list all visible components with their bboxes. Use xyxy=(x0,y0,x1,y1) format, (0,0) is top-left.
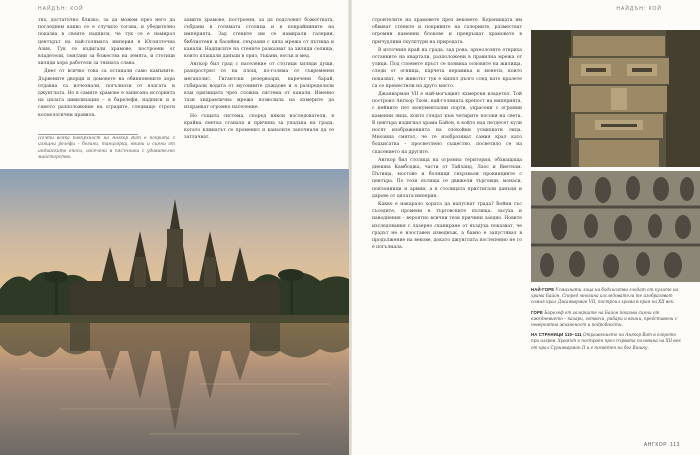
caption-label: НАЙ-ГОРЕ xyxy=(531,287,555,292)
caption-text: Отражението на Ангкор Ват в езерото при изгрев. Храмът е построен през първата половина на XII век от крал Сурияварман II и е посветен на бог Вишну. xyxy=(531,332,681,350)
paragraph: тях, достатъчно близко, за да можем през него да погледнем какво се е случило тогава, и убедително показва в своите надписи, че тук се е намирал центърът на най-голямата империя в Югоизточна Азия. Тук се издигали храмове, построени от владетели, смятани за божества на земята, и стотици хиляди хора работели за тяхната слава. xyxy=(38,18,175,67)
angkor-wat-image xyxy=(0,169,349,455)
caption-text: Усмихнати лица на бодхисатва гледат от кулите на храма Байон. Според мнозина изследователи те изобразяват самия крал Джаяварман VII, построил храма в края на XII век. xyxy=(531,287,679,305)
bas-relief-photo xyxy=(531,171,700,282)
bayon-face-photo xyxy=(531,30,700,167)
right-column xyxy=(372,17,522,449)
bas-relief-image xyxy=(531,171,700,282)
running-head-left: НАЙДЪН: КОЙ xyxy=(38,6,84,12)
paragraph: В източния край на града, зад рова, археолозите откриха останките на квартали, разположени в правилна мрежа от улици. Под слоевете пръст се появиха основите на жилища, следи от огнища, парчета керамика и монети, които показват, че животът тук е кипял дълго след като кралете са се преместили на друго място. xyxy=(372,47,522,89)
paragraph: Но същата система, според някои изследователи, в крайна сметка станала и причина за упадъка на града, когато климатът се променил и каналите започнали да се затлачват. xyxy=(184,113,334,141)
caption-text: Барелеф от галериите на Байон показва сцени от ежедневието – пазари, готвачи, рибари и воини, представени с невероятна жизненост и подробности. xyxy=(531,309,678,328)
paragraph: строителите на храмовете през вековете. Коренищата им обвиват стените и покривите на галериите, разместват огромни каменни блокове и превръщат храмовете в причудливи скулптури на природата. xyxy=(372,18,522,45)
paragraph: Джаяварман VII е най-могъщият кхмерски владетел. Той построил Ангкор Тхом, най-голямата крепост на империята, с нейните пет монументални порти, украсени с огромни каменни лица, които гледат към четирите посоки на света. В центъра издигнал храма Байон, в който над петдесет кули носят изображенията на спокойни усмихнати лица. Мнозина смятат, че те изобразяват самия крал като бодхисатва – просветлено същество, посветило се на спасението на другите. xyxy=(372,92,522,155)
caption-rule xyxy=(38,134,138,135)
page-folio xyxy=(644,442,680,448)
left-caption: Почти всяка повърхност на Ангкор Ват е покрита с изящни релефи – богини, танцьорки, воини и сцени от индийските епоси, изсечени в пясъчника с удивително майсторство. xyxy=(38,136,175,161)
stone-face-image xyxy=(531,30,700,167)
caption-top xyxy=(531,287,681,306)
page-number: 113 xyxy=(670,442,680,448)
paragraph: Какво е накарало хората да напуснат града? Войни със съседите, промени в търговските пътища, засуха и наводнения – вероятно всички тези причини заедно. Новите изследования с лазерно сканиране от въздуха показват, че градът не е изоставен изведнъж, а бавно е запустявал в продължение на векове, докато джунглата постепенно не го е погълнала. xyxy=(372,202,522,251)
left-column-1 xyxy=(38,17,175,133)
caption-above xyxy=(531,310,681,329)
caption-spread xyxy=(531,332,681,351)
folio-label: АНГКОР xyxy=(643,442,668,448)
running-head-right: НАЙДЪН: КОЙ xyxy=(616,6,662,12)
paragraph: Ангкор бил столица на огромна територия, обхващаща днешна Камбоджа, части от Тайланд, Лаос и Виетнам. Пътища, мостове и болници свързвали провинциите с центъра. По тези пътища се движели търговци, монаси, поклонници и армии, а в столицата пристигали данъци и дарове от цялата империя. xyxy=(372,157,522,199)
paragraph: ахмите храмове, построени, за да подслонят божествата, събрани в голямата столица и в покрайнините на империята. Зад стените им се намирали галерии, библиотеки и басейни, свързани с цяла мрежа от пътища и канали. Надписите на стените разказват за хиляди селища, които плащали данъци в ориз, тъкани, восък и мед. xyxy=(184,18,334,60)
left-column-2 xyxy=(184,17,334,167)
photo-captions xyxy=(531,287,681,355)
paragraph: Ангкор бил град с население от стотици хиляди души, разпрострял се на площ, по-голяма от съвременен мегаполис. Гигантски резервоари, наречени барай, събирали водата от мусонните дъждове и я разпределяли към оризищата чрез сложна система от канали. Именно тази хидравлична мрежа позволила на кхмерите да изхранват огромно население. xyxy=(184,62,334,111)
angkor-wat-photo xyxy=(0,169,349,455)
paragraph: Днес от всичко това са останали само камъните. Дървените дворци и домовете на обикновените хора отдавна са изчезнали, погълнати от влагата и джунглата. Но в самите храмове е записана историята на цялата цивилизация – в барелефи, надписи и в самото разположение на сградите, следващо строги космологични правила. xyxy=(38,69,175,118)
caption-label: НА СТРАНИЦИ 110–111 xyxy=(531,332,582,338)
caption-label: ГОРЕ xyxy=(531,309,543,315)
